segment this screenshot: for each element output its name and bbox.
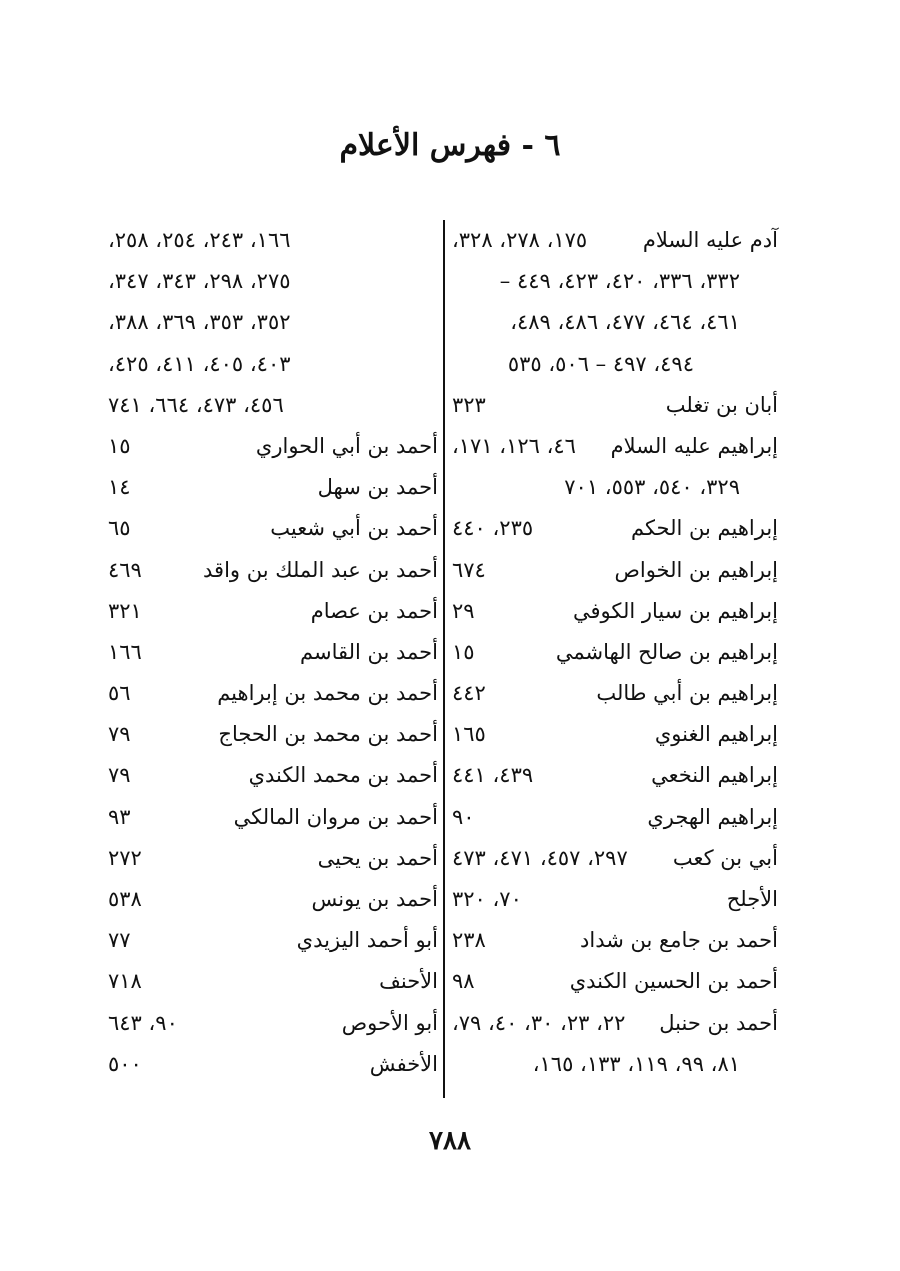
entry-pages: ١٦٦، ٢٤٣، ٢٥٤، ٢٥٨،	[108, 228, 291, 252]
index-column-left	[108, 220, 438, 1085]
entry-name: أحمد بن محمد بن إبراهيم	[217, 681, 438, 706]
page-title: ٦ - فهرس الأعلام	[339, 128, 561, 163]
entry-name: أبي بن كعب	[672, 845, 778, 870]
index-entry	[108, 632, 438, 673]
entry-pages: ٧٧	[108, 928, 131, 953]
entry-pages: ٩٠، ٦٤٣	[108, 1010, 178, 1035]
index-entry	[108, 1044, 438, 1085]
entry-name: أحمد بن محمد الكندي	[248, 763, 438, 788]
entry-pages: ٤٤٢	[452, 681, 486, 706]
entry-pages: ٤٦٩	[108, 557, 142, 582]
index-entry	[108, 673, 438, 714]
entry-name: الأجلح	[726, 887, 778, 911]
entry-name: إبراهيم الهجري	[647, 804, 778, 829]
page-number: ٧٨٨	[429, 1126, 471, 1156]
entry-name: أحمد بن عبد الملك بن واقد	[203, 557, 438, 582]
entry-name: أحمد بن الحسين الكندي	[569, 969, 778, 994]
entry-pages: ٦٧٤	[452, 557, 486, 582]
index-entry	[452, 673, 778, 714]
index-entry	[452, 838, 778, 879]
index-entry	[108, 920, 438, 961]
index-entry	[108, 755, 438, 796]
index-entry	[108, 467, 438, 508]
entry-name: أبان بن تغلب	[665, 392, 778, 417]
entry-name: آدم عليه السلام	[642, 228, 778, 252]
index-entry	[452, 385, 778, 426]
index-entry	[108, 961, 438, 1002]
index-entry	[452, 1003, 778, 1044]
entry-pages: ٤٣٩، ٤٤١	[452, 763, 534, 788]
entry-name: إبراهيم عليه السلام	[610, 433, 778, 458]
index-entry	[452, 508, 778, 549]
entry-name: أبو الأحوص	[341, 1010, 438, 1035]
entry-name: الأحنف	[379, 969, 438, 994]
index-entry	[108, 714, 438, 755]
index-column-right	[452, 220, 778, 1085]
entry-name: أحمد بن محمد بن الحجاج	[218, 722, 438, 747]
index-entry	[452, 920, 778, 961]
entry-pages: ٢٢، ٢٣، ٣٠، ٤٠، ٧٩،	[452, 1010, 626, 1035]
index-entry	[108, 1003, 438, 1044]
entry-name: أحمد بن أبي الحواري	[255, 433, 438, 458]
index-entry	[452, 961, 778, 1002]
entry-pages: ٣٢٩، ٥٤٠، ٥٥٣، ٧٠١	[564, 475, 740, 500]
entry-pages: ١٦٥	[452, 722, 486, 747]
entry-pages: ٥٣٨	[108, 887, 142, 911]
index-entry	[452, 220, 778, 261]
entry-name: أحمد بن عصام	[310, 598, 438, 623]
index-entry	[452, 426, 778, 467]
entry-name: إبراهيم الغنوي	[654, 722, 778, 747]
entry-name: إبراهيم بن أبي طالب	[596, 681, 778, 706]
index-entry	[452, 879, 778, 920]
index-entry	[452, 1044, 778, 1085]
entry-name: الأخفش	[369, 1051, 438, 1076]
entry-pages: ٥٦	[108, 681, 131, 706]
entry-pages: ١٦٦	[108, 639, 142, 664]
index-entry	[452, 344, 778, 385]
index-entry	[108, 344, 438, 385]
index-entry	[108, 879, 438, 920]
entry-pages: ٤٥٦، ٤٧٣، ٦٦٤، ٧٤١	[108, 392, 284, 417]
index-entry	[108, 550, 438, 591]
index-entry	[452, 797, 778, 838]
entry-pages: ٣٥٢، ٣٥٣، ٣٦٩، ٣٨٨،	[108, 310, 291, 335]
entry-pages: ٩٨	[452, 969, 475, 994]
index-entry	[108, 838, 438, 879]
entry-name: أحمد بن يونس	[311, 887, 438, 911]
entry-name: أحمد بن القاسم	[300, 639, 438, 664]
entry-name: أحمد بن أبي شعيب	[270, 516, 438, 541]
index-entry	[108, 302, 438, 343]
entry-pages: ٩٣	[108, 804, 131, 829]
entry-name: أحمد بن جامع بن شداد	[580, 928, 778, 953]
entry-pages: ٤٦١، ٤٦٤، ٤٧٧، ٤٨٦، ٤٨٩،	[510, 310, 740, 335]
entry-pages: ٧٩	[108, 763, 131, 788]
index-entry	[108, 385, 438, 426]
index-entry	[452, 302, 778, 343]
entry-name: أحمد بن مروان المالكي	[233, 804, 438, 829]
entry-pages: ٢٣٨	[452, 928, 486, 953]
entry-pages: ٩٠	[452, 804, 475, 829]
index-entry	[108, 797, 438, 838]
column-divider	[443, 220, 445, 1098]
entry-pages: ١٥	[452, 639, 475, 664]
entry-name: أحمد بن حنبل	[659, 1010, 778, 1035]
entry-pages: ٤٩٤، ٤٩٧ – ٥٠٦، ٥٣٥	[507, 351, 694, 376]
entry-pages: ٢٧٢	[108, 845, 142, 870]
entry-pages: ٥٠٠	[108, 1051, 142, 1076]
entry-name: أحمد بن يحيى	[317, 845, 438, 870]
entry-name: إبراهيم بن الحكم	[630, 516, 778, 541]
entry-pages: ٤٦، ١٢٦، ١٧١،	[452, 433, 576, 458]
entry-name: أبو أحمد اليزيدي	[296, 928, 438, 953]
index-entry	[108, 591, 438, 632]
entry-pages: ١٧٥، ٢٧٨، ٣٢٨،	[452, 228, 588, 252]
entry-pages: ٢٩	[452, 598, 475, 623]
entry-pages: ٤٠٣، ٤٠٥، ٤١١، ٤٢٥،	[108, 351, 291, 376]
entry-name: إبراهيم بن الخواص	[614, 557, 778, 582]
entry-pages: ٦٥	[108, 516, 131, 541]
index-entry	[452, 714, 778, 755]
entry-pages: ٧٠، ٣٢٠	[452, 887, 522, 911]
index-entry	[452, 261, 778, 302]
entry-pages: ٢٧٥، ٢٩٨، ٣٤٣، ٣٤٧،	[108, 269, 291, 294]
index-entry	[108, 508, 438, 549]
index-entry	[452, 591, 778, 632]
entry-pages: ٢٩٧، ٤٥٧، ٤٧١، ٤٧٣	[452, 845, 628, 870]
entry-pages: ١٤	[108, 475, 131, 500]
entry-pages: ٧١٨	[108, 969, 142, 994]
entry-pages: ٣٢١	[108, 598, 142, 623]
entry-pages: ١٥	[108, 433, 131, 458]
index-entry	[452, 550, 778, 591]
entry-pages: ٧٩	[108, 722, 131, 747]
index-entry	[452, 467, 778, 508]
entry-name: إبراهيم النخعي	[651, 763, 778, 788]
index-entry	[108, 426, 438, 467]
entry-pages: ٨١، ٩٩، ١١٩، ١٣٣، ١٦٥،	[532, 1051, 740, 1076]
index-entry	[452, 632, 778, 673]
entry-pages: ٣٣٢، ٣٣٦، ٤٢٠، ٤٢٣، ٤٤٩ –	[499, 269, 740, 294]
entry-name: أحمد بن سهل	[317, 475, 438, 500]
entry-name: إبراهيم بن سيار الكوفي	[572, 598, 778, 623]
index-entry	[452, 755, 778, 796]
entry-name: إبراهيم بن صالح الهاشمي	[555, 639, 778, 664]
entry-pages: ٢٣٥، ٤٤٠	[452, 516, 534, 541]
index-entry	[108, 261, 438, 302]
entry-pages: ٣٢٣	[452, 392, 486, 417]
index-entry	[108, 220, 438, 261]
